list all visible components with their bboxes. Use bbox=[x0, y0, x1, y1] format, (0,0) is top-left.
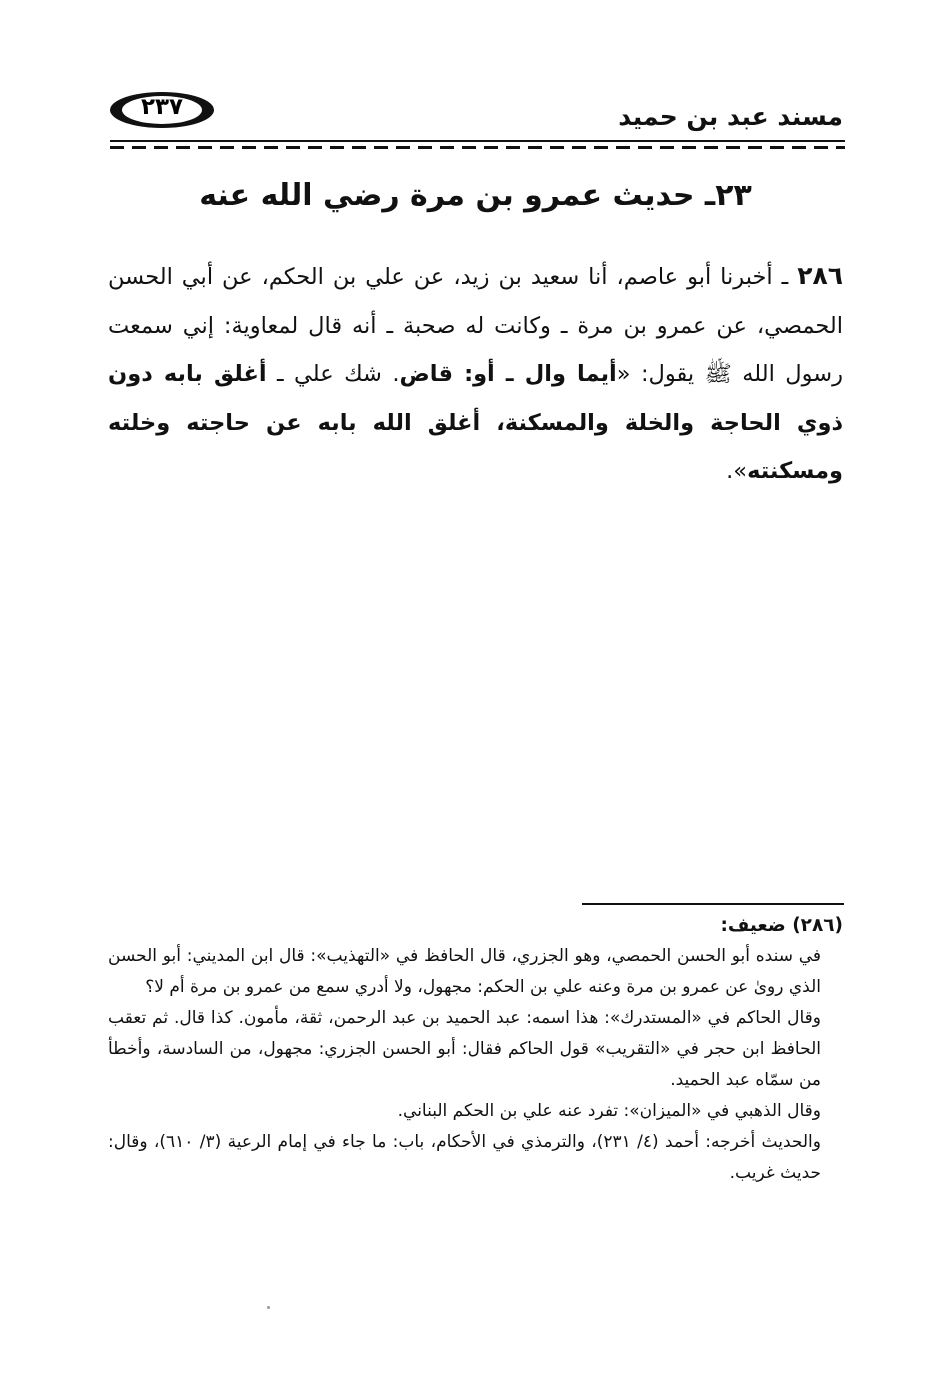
footnote-separator bbox=[582, 903, 844, 905]
chapter-heading: ٢٣ـ حديث عمرو بن مرة رضي الله عنه bbox=[199, 178, 752, 213]
running-book-title: مسند عبد بن حميد bbox=[618, 102, 843, 131]
header-dashed-rule bbox=[110, 146, 845, 149]
scan-speck bbox=[267, 1306, 270, 1309]
hadith-matn-part-2: أغلق بابه دون ذوي الحاجة والخلة والمسكنة، أغلق الله بابه عن حاجته وخلته ومسكنته bbox=[108, 361, 843, 484]
hadith-closing: ». bbox=[726, 458, 748, 484]
page-number-badge bbox=[108, 90, 216, 130]
footnote-line: وقال الذهبي في «الميزان»: تفرد عنه علي بن الحكم البناني. bbox=[397, 1101, 821, 1121]
footnote-line: وقال الحاكم في «المستدرك»: هذا اسمه: عبد الحميد بن عبد الرحمن، ثقة، مأمون. كذا قال. ثم تعقب الحافظ ابن حجر في «التقريب» قول الحاكم فقال: أبو الحسن الجزري: مجهول، من السادسة، وأخطأ من سمّاه عبد الحميد. bbox=[108, 1008, 821, 1090]
footnote-heading: (٢٨٦) ضعيف: bbox=[720, 915, 843, 936]
hadith-isnad: ـ أخبرنا أبو عاصم، أنا سعيد بن زيد، عن علي بن الحكم، عن أبي الحسن الحمصي، عن عمرو بن مرة ـ وكانت له صحبة ـ أنه قال لمعاوية: إني سمعت رسول الله ﷺ يقول: « bbox=[108, 264, 843, 387]
hadith-paragraph bbox=[108, 252, 843, 496]
hadith-doubt-note: . شك علي ـ bbox=[266, 361, 400, 387]
footnote bbox=[108, 910, 843, 1189]
hadith-matn-part-1: أيما وال ـ أو: قاض bbox=[399, 361, 617, 387]
hadith-number: ٢٨٦ bbox=[797, 261, 843, 290]
footnote-line: والحديث أخرجه: أحمد (٤/ ٢٣١)، والترمذي في الأحكام، باب: ما جاء في إمام الرعية (٣/ ٦١٠)، وقال: حديث غريب. bbox=[108, 1132, 821, 1183]
page-number: ٢٣٧ bbox=[140, 94, 184, 120]
footnote-line: في سنده أبو الحسن الحمصي، وهو الجزري، قال الحافظ في «التهذيب»: قال ابن المديني: أبو الحسن الذي روىٰ عن عمرو بن مرة وعنه علي بن الحكم: مجهول، ولا أدري سمع من عمرو بن مرة أم لا؟ bbox=[108, 946, 821, 997]
page-header bbox=[108, 88, 843, 140]
